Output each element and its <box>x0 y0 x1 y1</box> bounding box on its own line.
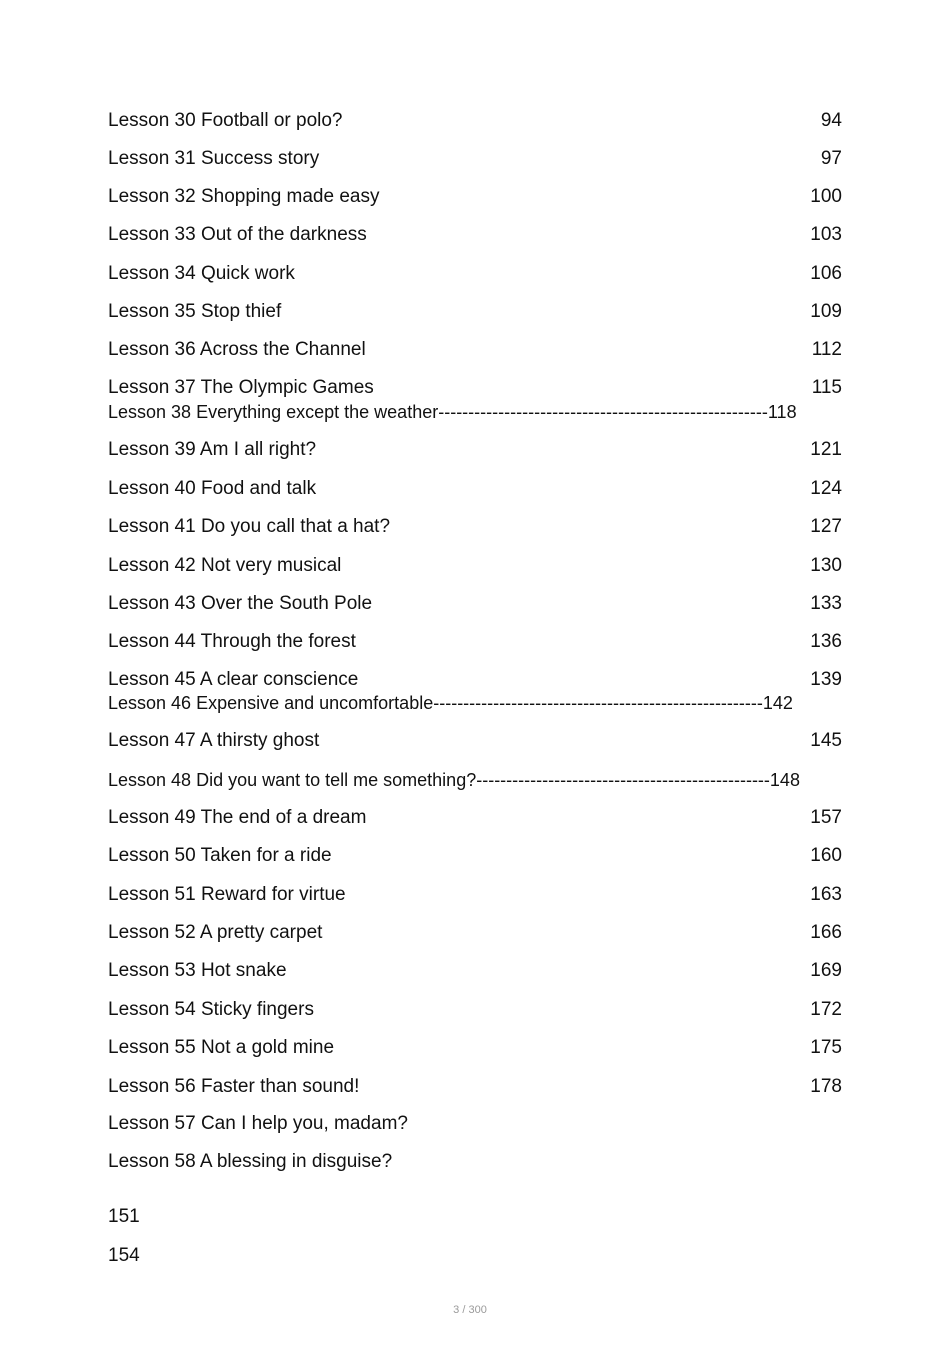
toc-entry-title: Lesson 30 Football or polo? <box>108 110 343 131</box>
toc-entry-page: 127 <box>810 516 842 537</box>
toc-entry-title: Lesson 41 Do you call that a hat? <box>108 516 391 537</box>
toc-entry-page: 133 <box>810 593 842 614</box>
toc-entry-page: 166 <box>810 922 842 943</box>
toc-entry <box>108 222 842 248</box>
toc-entry-page: 163 <box>810 884 842 905</box>
toc-entry <box>108 337 842 363</box>
toc-entry-title: Lesson 50 Taken for a ride <box>108 845 332 866</box>
toc-entry-title: Lesson 55 Not a gold mine <box>108 1037 335 1058</box>
toc-entry-title: Lesson 51 Reward for virtue <box>108 884 346 905</box>
toc-entry <box>108 728 842 754</box>
toc-entry <box>108 553 842 579</box>
toc-entry-title: Lesson 47 A thirsty ghost <box>108 730 320 751</box>
toc-entry-title: Lesson 54 Sticky fingers <box>108 999 314 1020</box>
toc-entry <box>108 958 842 984</box>
toc-entry-title: Lesson 32 Shopping made easy <box>108 186 380 207</box>
page-footer-number: 3 / 300 <box>453 1304 487 1316</box>
toc-entry-title: Lesson 53 Hot snake <box>108 960 287 981</box>
toc-entry <box>108 1074 842 1100</box>
toc-entry-page: 94 <box>820 110 842 131</box>
toc-entry-page: 145 <box>810 730 842 751</box>
toc-entry <box>108 375 842 401</box>
toc-entry-page: 139 <box>810 669 842 690</box>
toc-entry-page: 175 <box>810 1037 842 1058</box>
toc-entry-title: Lesson 42 Not very musical <box>108 555 342 576</box>
toc-entry-page: 115 <box>811 377 842 398</box>
toc-entry <box>108 629 842 655</box>
toc-entry <box>108 299 842 325</box>
toc-entry-page: 160 <box>810 845 842 866</box>
toc-entry <box>108 514 842 540</box>
toc-entry <box>108 261 842 287</box>
toc-entry-title: Lesson 33 Out of the darkness <box>108 224 367 245</box>
toc-entry-page: 112 <box>811 339 842 360</box>
toc-entry-title: Lesson 31 Success story <box>108 148 320 169</box>
toc-entry <box>108 920 842 946</box>
toc-entry <box>108 184 842 210</box>
toc-entry <box>108 1111 842 1137</box>
toc-entry-page: 97 <box>820 148 842 169</box>
toc-entry-title: Lesson 40 Food and talk <box>108 478 317 499</box>
toc-entry-title: Lesson 48 Did you want to tell me something?-------------------------------------------------148 <box>108 770 800 790</box>
toc-entry-page: 130 <box>810 555 842 576</box>
toc-entry <box>108 997 842 1023</box>
toc-entry-title: Lesson 36 Across the Channel <box>108 339 366 360</box>
toc-entry-title: Lesson 43 Over the South Pole <box>108 593 373 614</box>
toc-entry-dotted <box>108 767 842 793</box>
toc-entry <box>108 591 842 617</box>
toc-entry-page: 136 <box>810 631 842 652</box>
toc-entry-page: 124 <box>810 478 842 499</box>
toc-entry <box>108 146 842 172</box>
toc-entry-title: Lesson 38 Everything except the weather-------------------------------------------------------118 <box>108 402 797 422</box>
toc-entry-title: Lesson 44 Through the forest <box>108 631 356 652</box>
toc-entry <box>108 882 842 908</box>
toc-entry-title: Lesson 57 Can I help you, madam? <box>108 1113 408 1134</box>
toc-entry-page: 100 <box>810 186 842 207</box>
toc-entry-title: Lesson 34 Quick work <box>108 263 295 284</box>
toc-entry-title: Lesson 46 Expensive and uncomfortable-------------------------------------------------------142 <box>108 693 793 713</box>
toc-entry <box>108 1149 842 1175</box>
toc-entry-page: 103 <box>810 224 842 245</box>
toc-entry-title: Lesson 58 A blessing in disguise? <box>108 1151 393 1172</box>
toc-entry-dotted <box>108 399 842 425</box>
toc-entry-page: 109 <box>810 301 842 322</box>
toc-entry-title: Lesson 35 Stop thief <box>108 301 282 322</box>
toc-entry-title: Lesson 39 Am I all right? <box>108 439 317 460</box>
toc-entry-title: Lesson 56 Faster than sound! <box>108 1076 360 1097</box>
toc-entry-title: Lesson 49 The end of a dream <box>108 807 367 828</box>
toc-entry <box>108 843 842 869</box>
toc-entry <box>108 805 842 831</box>
toc-entry <box>108 1035 842 1061</box>
toc-entry-dotted <box>108 690 842 716</box>
toc-entry-title: Lesson 52 A pretty carpet <box>108 922 323 943</box>
toc-entry-page: 157 <box>810 807 842 828</box>
toc-entry-page: 169 <box>810 960 842 981</box>
orphan-page-number: 151 <box>108 1206 140 1227</box>
toc-entry-title: Lesson 45 A clear conscience <box>108 669 359 690</box>
orphan-page-number: 154 <box>108 1245 140 1266</box>
toc-entry <box>108 108 842 134</box>
toc-entry <box>108 437 842 463</box>
toc-entry-page: 172 <box>810 999 842 1020</box>
toc-entry-page: 106 <box>810 263 842 284</box>
toc-entry-title: Lesson 37 The Olympic Games <box>108 377 374 398</box>
toc-entry-page: 121 <box>810 439 842 460</box>
toc-entry <box>108 476 842 502</box>
toc-entry-page: 178 <box>810 1076 842 1097</box>
